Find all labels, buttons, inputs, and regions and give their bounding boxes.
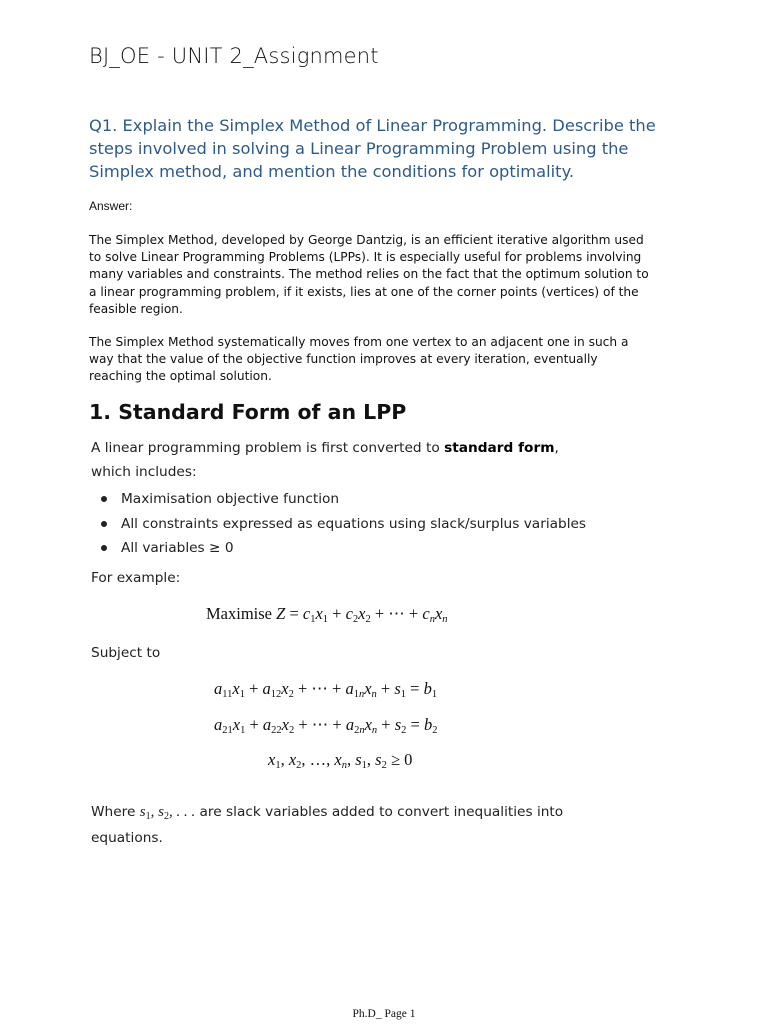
constraint-equation-1: $a_{11}x_1 + a_{12}x_2$ + ⋯ + $a_{1n}x_n + s_1 = b_1$ — [214, 679, 438, 700]
list-item — [91, 487, 586, 512]
intro-text-start: A linear programming problem is first converted to — [91, 440, 445, 456]
list-item-text: All constraints expressed as equations using slack/surplus variables — [121, 515, 587, 532]
bullet-icon — [101, 496, 107, 502]
answer-label: Answer: — [89, 199, 133, 213]
where-suffix: are slack variables added to convert inequalities into equations. — [91, 804, 564, 846]
answer-paragraph-2: The Simplex Method systematically moves from one vertex to an adjacent one in such a way that the value of the objective function improves at every iteration, eventually reaching the optimal solution. — [89, 335, 629, 384]
page-footer: Ph.D_ Page 1 — [352, 1008, 416, 1020]
document-title: BJ_OE - UNIT 2_Assignment — [89, 44, 379, 68]
section-heading: 1. Standard Form of an LPP — [89, 400, 407, 424]
bullet-icon — [101, 521, 107, 527]
subject-to-label: Subject to — [91, 645, 161, 661]
bullet-icon — [101, 545, 107, 551]
section-intro — [91, 436, 591, 484]
list-item-text: Maximisation objective function — [121, 491, 340, 507]
bullet-list — [91, 487, 586, 561]
list-item — [91, 536, 586, 561]
objective-equation: Maximise $Z = c_1x_1 + c_2x_2$ + ⋯ + $c_nx_n$ — [206, 604, 448, 625]
for-example-label: For example: — [91, 570, 181, 586]
answer-paragraph-1: The Simplex Method, developed by George Dantzig, is an efficient iterative algorithm used to solve Linear Programming Problems (LPPs). It is especially useful for problems involving many variables and constraints. The method relies on the fact that the optimum solution to a linear programming problem, if it exists, lies at one of the corner points (vertices) of the feasible region. — [89, 233, 649, 316]
intro-text-end: , which includes: — [91, 440, 559, 480]
where-prefix: Where — [91, 804, 136, 820]
question-text: Q1. Explain the Simplex Method of Linear Programming. Describe the steps involved in solving a Linear Programming Problem using the Simplex method, and mention the conditions for optimality. — [89, 116, 656, 181]
constraint-equation-2: $a_{21}x_1 + a_{22}x_2$ + ⋯ + $a_{2n}x_n + s_2 = b_2$ — [214, 715, 438, 736]
slack-symbols: $s_1$, $s_2$, . . . — [139, 804, 196, 822]
nonnegativity-constraint: $x_1$, $x_2$, …, $x_n$, $s_1$, $s_2 \ge 0$ — [268, 750, 413, 771]
intro-bold-term: standard form — [444, 440, 555, 456]
objective-word: Maximise — [206, 604, 272, 623]
slack-variable-note — [91, 799, 611, 851]
list-item-text: All variables ≥ 0 — [121, 540, 234, 556]
list-item — [91, 512, 586, 537]
